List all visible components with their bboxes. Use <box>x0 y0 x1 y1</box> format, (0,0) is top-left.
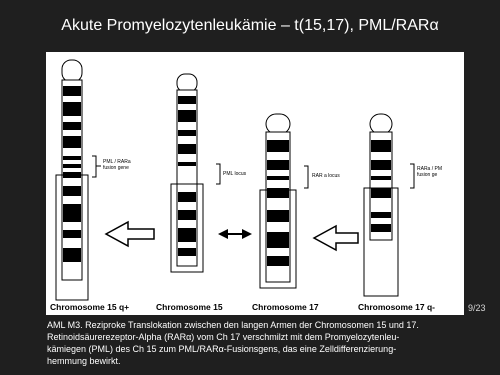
chromosome-17q-minus <box>364 114 414 296</box>
note-pml-rara-fusion-2: fusion gene <box>103 165 129 171</box>
note-rara-pml-1: RARa / PM <box>417 166 443 172</box>
slide-caption <box>47 319 477 367</box>
label-chromosome-17: Chromosome 17 <box>252 302 319 312</box>
label-chromosome-17q-minus: Chromosome 17 q- <box>358 302 435 312</box>
hollow-left-arrow-icon <box>106 222 154 246</box>
double-arrow-icon <box>218 229 252 239</box>
slide-title: Akute Promyelozytenleukämie – t(15,17), PML/RARα <box>61 17 439 34</box>
caption-line: Retinoidsäurerezeptor-Alpha (RARα) vom Ch 17 verschmilzt mit dem Promyelozytenleu- <box>47 332 400 342</box>
note-pml-rara-fusion-1: PML / RARa <box>103 159 131 165</box>
page-number: 9/23 <box>468 303 486 313</box>
note-pml-locus: PML locus <box>223 171 247 177</box>
caption-line: hemmung bewirkt. <box>47 356 121 366</box>
chromosome-figure <box>46 52 464 315</box>
note-rara-pml-2: fusion ge <box>417 172 438 178</box>
label-chromosome-15q-plus: Chromosome 15 q+ <box>50 302 130 312</box>
chromosome-15q-plus <box>56 60 101 300</box>
chromosome-15 <box>171 74 220 272</box>
label-chromosome-15: Chromosome 15 <box>156 302 223 312</box>
caption-line: AML M3. Reziproke Translokation zwischen den langen Armen der Chromosomen 15 und 17. <box>47 320 419 330</box>
note-rar-locus: RAR a locus <box>312 173 340 179</box>
chromosome-17 <box>260 114 308 288</box>
hollow-left-arrow-right-icon <box>314 226 358 250</box>
caption-line: kämiegen (PML) des Ch 15 zum PML/RARα-Fusionsgens, das eine Zelldifferenzierung- <box>47 344 397 354</box>
